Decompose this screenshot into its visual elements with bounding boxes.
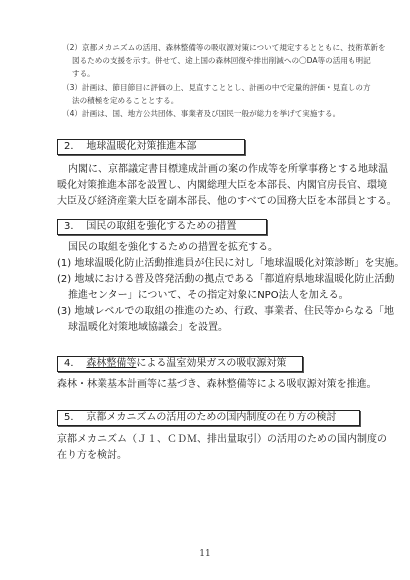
section-heading <box>57 356 303 372</box>
section-heading <box>57 219 267 235</box>
paragraph-line: 暖化対策推進本部を設置し、内閣総理大臣を本部長、内閣官房長官、環境 <box>57 180 387 191</box>
section-title: 国民の取組を強化するための措置 <box>86 221 237 232</box>
section-paragraph <box>57 432 387 464</box>
section-title: 京都メカニズムの活用のための国内制度の在り方の検討 <box>86 412 337 423</box>
paragraph-line: 国民の取組を強化するための措置を拡充する。 <box>68 242 278 253</box>
item-text: 図るための支援を示す。併せて、途上国の森林回復や排出削減への〇DA等の活用も明記 <box>72 56 371 65</box>
section-number: 5． <box>64 412 81 423</box>
item-marker: （4） <box>62 109 83 118</box>
item-text: 法の積極を定めることとする。 <box>72 96 179 105</box>
list-item <box>62 107 340 120</box>
list-item <box>62 41 386 80</box>
paragraph-line: (3) 地域レベルでの取組の推進のため、行政、事業者、住民等からなる「地 <box>57 306 394 317</box>
paragraph-line: 森林・林業基本計画等に基づき、森林整備等による吸収源対策を推進。 <box>57 379 377 390</box>
item-text: 計画は、節目節目に評価の上、見直すこととし、計画の中で定量的評価・見直しの方 <box>82 83 371 92</box>
section-paragraph <box>57 240 404 336</box>
paragraph-line: 内閣に、京都議定書目標達成計画の案の作成等を所掌事務とする地球温 <box>68 164 388 175</box>
section-heading <box>57 410 360 426</box>
section-number: 4． <box>64 358 81 369</box>
paragraph-line: 在り方を検討。 <box>57 450 127 461</box>
section-paragraph <box>57 162 397 210</box>
paragraph-line: (1) 地球温暖化防止活動推進員が住民に対し「地球温暖化対策診断」を実施。 <box>57 258 405 269</box>
paragraph-line: 推進センター」について、その指定対象にNPO法人を加える。 <box>68 290 349 301</box>
section-paragraph <box>57 377 377 393</box>
paragraph-line: 球温暖化対策地域協議会」を設置。 <box>68 322 228 333</box>
section-number: 3． <box>64 221 81 232</box>
paragraph-line: (2) 地域における普及啓発活動の拠点である「都道府県地球温暖化防止活動 <box>57 274 395 285</box>
item-text: 京都メカニズムの活用、森林整備等の吸収源対策について規定するとともに、技術革新を <box>82 43 386 52</box>
list-item <box>62 81 371 107</box>
section-title: による温室効果ガスの吸収源対策 <box>136 358 287 369</box>
section-title: 地球温暖化対策推進本部 <box>86 141 197 152</box>
section-heading <box>57 139 245 155</box>
item-text: 計画は、国、地方公共団体、事業者及び国民一般が総力を挙げて実施する。 <box>82 109 341 118</box>
section-number: 2． <box>64 141 81 152</box>
paragraph-line: 京都メカニズム（Ｊ１、ＣＤＭ、排出量取引）の活用のための国内制度の <box>57 434 387 445</box>
section-title-highlight: 森林整備等 <box>86 358 137 369</box>
paragraph-line: 大臣及び経済産業大臣を副本部長、他のすべての国務大臣を本部員とする。 <box>57 196 397 207</box>
item-text: する。 <box>72 69 95 78</box>
page-number: 11 <box>199 549 211 559</box>
item-marker: （2） <box>62 43 83 52</box>
item-marker: （3） <box>62 83 83 92</box>
